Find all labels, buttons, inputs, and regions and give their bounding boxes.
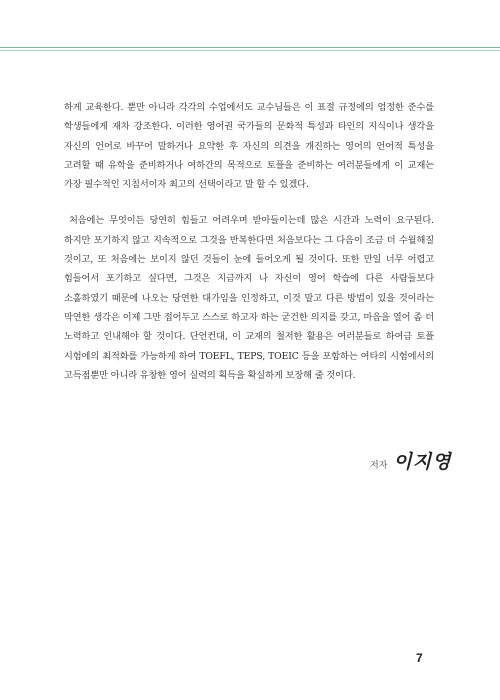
header-rule-top	[0, 47, 500, 48]
page-header-band	[0, 0, 500, 50]
paragraph-1: 하게 교육한다. 뿐만 아니라 각각의 수업에서도 교수님들은 이 표절 규정에의 엄정한 준수를 학생들에게 재차 강조한다. 이러한 영어권 국가들의 문화적 특성과 타인의 지식이나 생각을 자신의 언어로 바꾸어 말하거나 요약한 후 자신의 의견을 개진하는 영어의 언어적 특성을 고려할 때 유학을 준비하거나 여하간의 목적으로 토플을 준비하는 여러분들에게 이 교재는 가장 필수적인 지침서이자 최고의 선택이라고 말 할 수 있겠다.	[64, 102, 434, 191]
header-rule-bottom	[0, 50, 500, 51]
author-name: 이지영	[393, 451, 452, 473]
author-signature	[370, 447, 451, 474]
author-label: 저자	[370, 461, 388, 471]
preface-body	[64, 98, 434, 385]
paragraph-2: 처음에는 무엇이든 당연히 힘들고 어려우며 받아들이는데 많은 시간과 노력이 요구된다. 하지만 포기하지 않고 지속적으로 그것을 반복한다면 처음보다는 그 다음이 조금 더 수월해질 것이고, 또 처음에는 보이지 않던 것들이 눈에 들어오게 될 것이다. 또한 만일 너무 어렵고 힘들어서 포기하고 싶다면, 그것은 지금까지 나 자신이 영어 학습에 다른 사람들보다 소홀하였기 때문에 나오는 당연한 대가임을 인정하고, 이것 말고 다른 방법이 있을 것이라는 막연한 생각은 이제 그만 접어두고 스스로 하고자 하는 굳건한 의지를 갖고, 마음을 열어 좀 더 노력하고 인내해야 할 것이다. 단언컨대, 이 교재의 철저한 활용은 여러분들로 하여금 토플 시험에의 최적화를 가능하게 하여 TOEFL, TEPS, TOEIC 등을 포함하는 여타의 시험에서의 고득점뿐만 아니라 유창한 영어 실력의 획득을 확실하게 보장해 줄 것이다.	[64, 215, 434, 381]
page-number: 7	[416, 651, 423, 665]
